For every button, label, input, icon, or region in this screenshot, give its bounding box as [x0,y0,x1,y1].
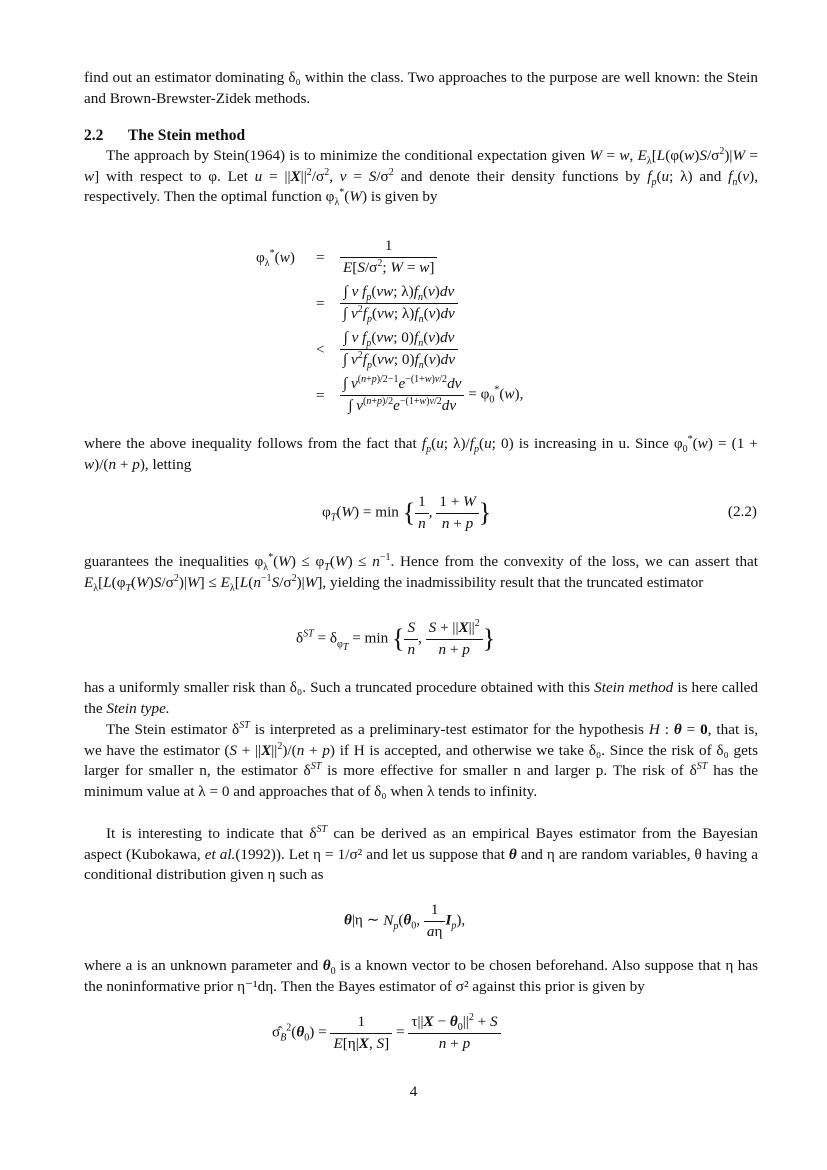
paragraph-empirical-bayes: It is interesting to indicate that $\delta^{ST}$ can be derived as an empirical Bayes estimator from the Bayesian aspect (Kubokawa, et al.(1992)). Let η = 1/σ² and let us suppose that θ and η are random variables, θ having a conditional distribution given η such as [84,823,759,884]
paragraph-preliminary-test: The Stein estimator $\delta^{ST}$ is interpreted as a preliminary-test estimator for the hypothesis H : θ = 0, that is, we have the estimator $(S + ||X||^2)/(n + p)$ if H is accepted, and otherwise we take δ₀. Since the risk of δ₀ gets larger for smaller n, the estimator $\delta^{ST}$ is more effective for smaller n and larger p. The risk of $\delta^{ST}$ has the minimum value at λ = 0 and approaches that of δ₀ when λ tends to infinity. [84,719,759,800]
section-heading [84,126,245,147]
paragraph-stein-type: has a uniformly smaller risk than δ₀. Such a truncated procedure obtained with this Stein method is here called the Stein type. [84,679,759,717]
section-title: The Stein method [128,127,246,144]
equation-truncated-estimator: $\delta^{ST} = \delta_{\varphi_T} = \min$ { $\frac{S}{n}$ , $\frac{S + ||X||^2}{n + p}$ } [296,617,496,658]
equation-prior-distribution: θ|η ∼ $N_p(\theta_0$, $\frac{1}{a\eta}$ $I_p$), [344,901,466,940]
paper-page: find out an estimator dominating δ₀ within the class. Two approaches to the purpose are well known: the Stein and Brown-Brewster-Zidek methods. 2.2 The Stein method The approach by Stein(1964) is to minimize the conditional expectation given W = w, $E_\lambda[L(\varphi(w)S/\sigma^2)|W = w]$ with respect to φ. Let $u = ||X||^2/\sigma^2$, $v = S/\sigma^2$ and denote their density functions by $f_p(u$; λ) and $f_n(v)$, respectively. Then the optimal function $\varphi_\lambda^*(W)$ is given by $\varphi_\lambda^*(w)$ = $\frac{1}{E[S/\sigma^2; W = w]}$ = $\frac{\int v f_p(vw; \lambda)f_n(v)dv}{\int v^2f_p(vw; \lambda)f_n(v)dv}$ < $\frac{\int v f_p(vw; 0)f_n(v)dv}{\int v^2f_p(vw; 0)f_n(v)dv}$ = $\frac{\int v^{(n+p)/2-1}e^{-(1+w)v/2}dv}{\int v^{(n+p)/2}e^{-(1+w)v/2}dv}$ = $\varphi_0^*(w)$, where the above inequality follows from the fact that $f_p(u$; $\lambda)/f_p(u$; 0) is increasing in u. Since $\varphi_0^*(w) = (1 + w)/(n + p)$, letting $\varphi_T(W) = \min$ { $\frac{1}{n}$ , $\frac{1 + W}{n + p}$ } (2.2) guarantees the inequalities $\varphi_\lambda^*(W) \le \varphi_T(W) \le n^{-1}$. Hence from the convexity of the loss, we can assert that $E_\lambda[L(\varphi_T(W)S/\sigma^2)|W] \le E_\lambda[L(n^{-1}S/\sigma^2)|W]$, yielding the inadmissibility result that the truncated estimator $\delta^{ST} = \delta_{\varphi_T} = \min$ { $\frac{S}{n}$ , $\frac{S + ||X||^2}{n + p}$ } has a uniformly smaller risk than δ₀. Such a truncated procedure obtained with this Stein method is here called the Stein type. The Stein estimator $\delta^{ST}$ is interpreted as a preliminary-test estimator for the hypothesis H : θ = 0, that is, we have the estimator $(S + ||X||^2)/(n + p)$ if H is accepted, and otherwise we take δ₀. Since the risk of δ₀ gets larger for smaller n, the estimator $\delta^{ST}$ is more effective for smaller n and larger p. The risk of $\delta^{ST}$ has the minimum value at λ = 0 and approaches that of δ₀ when λ tends to infinity. It is interesting to indicate that $\delta^{ST}$ can be derived as an empirical Bayes estimator from the Bayesian aspect (Kubokawa, et al.(1992)). Let η = 1/σ² and let us suppose that θ and η are random variables, θ having a conditional distribution given η such as θ|η ∼ $N_p(\theta_0$, $\frac{1}{a\eta}$ $I_p$), where a is an unknown parameter and $\theta_0$ is a known vector to be chosen beforehand. Also suppose that η has the noninformative prior η⁻¹dη. Then the Bayes estimator of σ² against this prior is given by $\sigmâ_B^2(\theta_0)$ = $\frac{1}{E[\eta|X, S]}$ = $\frac{\tau||X - \theta_0||^2 + S}{n + p}$ 4 [0,0,827,1170]
equation-phi-t: $\varphi_T(W) = \min$ { $\frac{1}{n}$ , $\frac{1 + W}{n + p}$ } [322,493,492,532]
page-number: 4 [409,1083,418,1100]
paragraph-inadmissibility: guarantees the inequalities $\varphi_\lambda^*(W) \le \varphi_T(W) \le n^{-1}$. Hence from the convexity of the loss, we can assert that $E_\lambda[L(\varphi_T(W)S/\sigma^2)|W] \le E_\lambda[L(n^{-1}S/\sigma^2)|W]$, yielding the inadmissibility result that the truncated estimator [84,551,758,594]
equation-number: (2.2) [727,503,757,520]
equation-bayes-estimator: $\sigmâ_B^2(\theta_0)$ = $\frac{1}{E[\eta|X, S]}$ = $\frac{\tau||X - \theta_0||^2 + S}{n + p}$ [272,1012,501,1054]
intro-paragraph: find out an estimator dominating δ₀ within the class. Two approaches to the purpose are well known: the Stein and Brown-Brewster-Zidek methods. [84,69,758,107]
paragraph-noninformative-prior: where a is an unknown parameter and $\theta_0$ is a known vector to be chosen beforehand. Also suppose that η has the noninformative prior η⁻¹dη. Then the Bayes estimator of σ² against this prior is given by [84,957,758,995]
paragraph-stein-approach: The approach by Stein(1964) is to minimize the conditional expectation given W = w, $E_\lambda[L(\varphi(w)S/\sigma^2)|W = w]$ with respect to φ. Let $u = ||X||^2/\sigma^2$, $v = S/\sigma^2$ and denote their density functions by $f_p(u$; λ) and $f_n(v)$, respectively. Then the optimal function $\varphi_\lambda^*(W)$ is given by [84,145,759,209]
section-number: 2.2 [84,127,104,144]
paragraph-inequality: where the above inequality follows from the fact that $f_p(u$; $\lambda)/f_p(u$; 0) is increasing in u. Since $\varphi_0^*(w) = (1 + w)/(n + p)$, letting [84,433,759,473]
